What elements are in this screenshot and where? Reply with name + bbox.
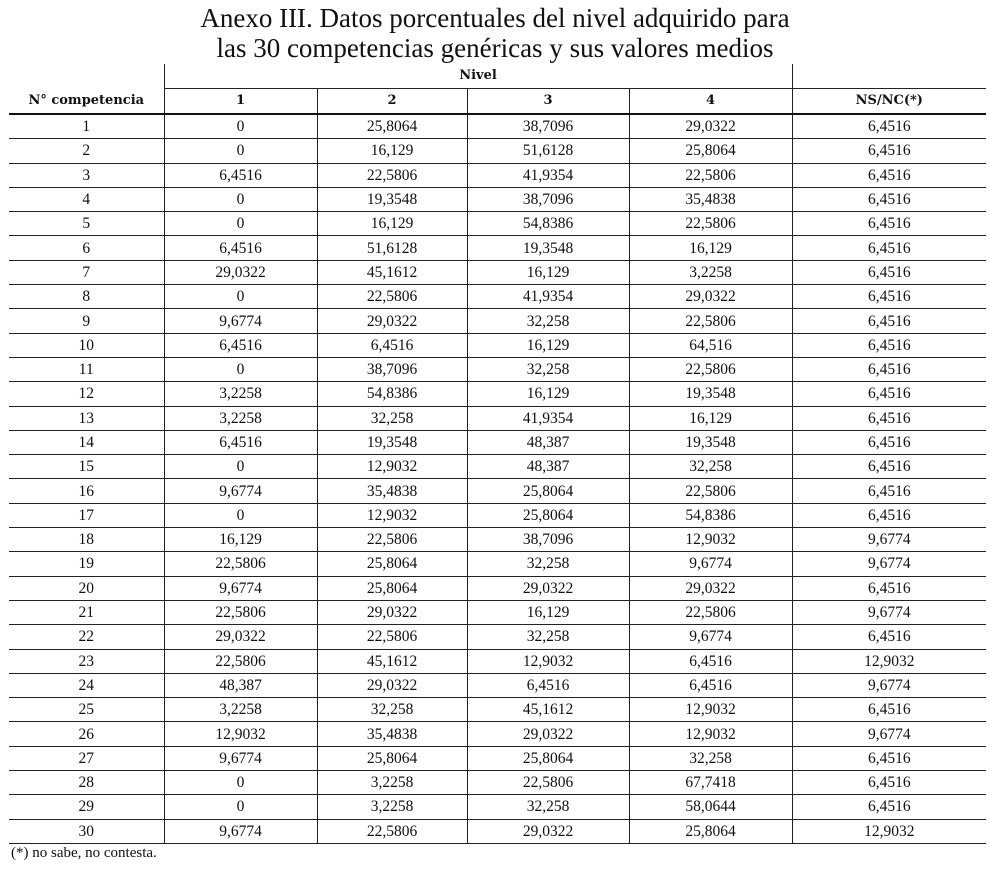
cell-nivel-3: 48,387 <box>467 455 629 479</box>
cell-nsnc: 6,4516 <box>792 212 986 236</box>
cell-nsnc: 9,6774 <box>792 673 986 697</box>
cell-competencia: 14 <box>9 430 164 454</box>
cell-nivel-4: 22,5806 <box>629 163 792 187</box>
cell-nivel-2: 29,0322 <box>317 309 467 333</box>
cell-competencia: 2 <box>9 139 164 163</box>
cell-nivel-3: 19,3548 <box>467 236 629 260</box>
cell-nivel-3: 32,258 <box>467 552 629 576</box>
cell-nivel-2: 16,129 <box>317 212 467 236</box>
cell-nsnc: 6,4516 <box>792 430 986 454</box>
cell-nsnc: 6,4516 <box>792 698 986 722</box>
cell-nivel-1: 3,2258 <box>164 698 317 722</box>
table-row <box>9 649 986 673</box>
cell-nivel-4: 25,8064 <box>629 819 792 843</box>
cell-nsnc: 6,4516 <box>792 455 986 479</box>
cell-nivel-2: 32,258 <box>317 698 467 722</box>
cell-nsnc: 6,4516 <box>792 139 986 163</box>
table-row <box>9 114 986 139</box>
cell-competencia: 27 <box>9 746 164 770</box>
cell-nsnc: 6,4516 <box>792 260 986 284</box>
cell-nsnc: 6,4516 <box>792 187 986 211</box>
cell-competencia: 19 <box>9 552 164 576</box>
table-row <box>9 406 986 430</box>
cell-nivel-3: 29,0322 <box>467 819 629 843</box>
cell-nsnc: 9,6774 <box>792 552 986 576</box>
cell-nivel-4: 22,5806 <box>629 309 792 333</box>
cell-nivel-2: 12,9032 <box>317 503 467 527</box>
cell-nivel-2: 45,1612 <box>317 260 467 284</box>
table-row <box>9 236 986 260</box>
cell-nivel-4: 22,5806 <box>629 600 792 624</box>
table-row <box>9 479 986 503</box>
table-row <box>9 163 986 187</box>
cell-nivel-1: 6,4516 <box>164 236 317 260</box>
cell-nivel-2: 3,2258 <box>317 771 467 795</box>
table-row <box>9 139 986 163</box>
cell-nivel-4: 64,516 <box>629 333 792 357</box>
cell-nivel-4: 67,7418 <box>629 771 792 795</box>
cell-competencia: 8 <box>9 285 164 309</box>
cell-nivel-2: 6,4516 <box>317 333 467 357</box>
cell-nivel-4: 9,6774 <box>629 625 792 649</box>
cell-nivel-1: 0 <box>164 114 317 139</box>
cell-nivel-3: 6,4516 <box>467 673 629 697</box>
column-header-nivel-1: 1 <box>164 89 317 115</box>
cell-nivel-2: 25,8064 <box>317 576 467 600</box>
cell-nivel-3: 25,8064 <box>467 503 629 527</box>
table-row <box>9 528 986 552</box>
cell-nivel-1: 0 <box>164 771 317 795</box>
cell-nivel-2: 54,8386 <box>317 382 467 406</box>
table-row <box>9 819 986 843</box>
cell-nivel-3: 38,7096 <box>467 114 629 139</box>
cell-competencia: 28 <box>9 771 164 795</box>
header-corner-cell <box>9 64 164 89</box>
cell-nivel-1: 0 <box>164 795 317 819</box>
cell-nivel-4: 16,129 <box>629 406 792 430</box>
cell-nivel-4: 35,4838 <box>629 187 792 211</box>
cell-nivel-1: 29,0322 <box>164 260 317 284</box>
table-row <box>9 600 986 624</box>
cell-nivel-4: 22,5806 <box>629 357 792 381</box>
cell-nivel-2: 29,0322 <box>317 600 467 624</box>
cell-nivel-1: 9,6774 <box>164 819 317 843</box>
cell-nivel-4: 29,0322 <box>629 114 792 139</box>
cell-competencia: 3 <box>9 163 164 187</box>
table-row <box>9 552 986 576</box>
cell-nivel-3: 12,9032 <box>467 649 629 673</box>
nivel-group-header: Nivel <box>164 64 792 89</box>
cell-nsnc: 9,6774 <box>792 528 986 552</box>
cell-nivel-1: 22,5806 <box>164 649 317 673</box>
cell-nsnc: 6,4516 <box>792 771 986 795</box>
table-row <box>9 698 986 722</box>
cell-nsnc: 6,4516 <box>792 382 986 406</box>
cell-nsnc: 6,4516 <box>792 309 986 333</box>
table-row <box>9 357 986 381</box>
cell-nsnc: 6,4516 <box>792 357 986 381</box>
cell-nivel-1: 0 <box>164 455 317 479</box>
cell-nsnc: 6,4516 <box>792 114 986 139</box>
cell-nivel-1: 6,4516 <box>164 430 317 454</box>
cell-nivel-1: 22,5806 <box>164 552 317 576</box>
cell-nivel-4: 16,129 <box>629 236 792 260</box>
table-row <box>9 625 986 649</box>
cell-nivel-1: 9,6774 <box>164 479 317 503</box>
cell-nivel-3: 32,258 <box>467 625 629 649</box>
cell-nivel-2: 25,8064 <box>317 552 467 576</box>
cell-nivel-3: 16,129 <box>467 260 629 284</box>
cell-competencia: 15 <box>9 455 164 479</box>
cell-competencia: 18 <box>9 528 164 552</box>
cell-nivel-1: 6,4516 <box>164 163 317 187</box>
cell-nsnc: 12,9032 <box>792 649 986 673</box>
cell-nivel-3: 25,8064 <box>467 479 629 503</box>
cell-nivel-2: 22,5806 <box>317 163 467 187</box>
cell-nivel-1: 0 <box>164 187 317 211</box>
column-header-nsnc: NS/NC(*) <box>792 89 986 115</box>
column-header-nivel-3: 3 <box>467 89 629 115</box>
table-row <box>9 746 986 770</box>
document-title <box>0 3 990 63</box>
cell-nivel-1: 48,387 <box>164 673 317 697</box>
cell-nivel-4: 22,5806 <box>629 479 792 503</box>
cell-nivel-2: 38,7096 <box>317 357 467 381</box>
cell-nivel-3: 22,5806 <box>467 771 629 795</box>
cell-nivel-4: 3,2258 <box>629 260 792 284</box>
cell-nivel-4: 29,0322 <box>629 576 792 600</box>
cell-competencia: 12 <box>9 382 164 406</box>
cell-nivel-3: 16,129 <box>467 333 629 357</box>
cell-nivel-2: 25,8064 <box>317 114 467 139</box>
cell-nivel-4: 12,9032 <box>629 528 792 552</box>
cell-nivel-1: 0 <box>164 285 317 309</box>
table-row <box>9 673 986 697</box>
cell-nivel-4: 22,5806 <box>629 212 792 236</box>
cell-nivel-4: 12,9032 <box>629 698 792 722</box>
cell-nivel-1: 0 <box>164 357 317 381</box>
cell-nsnc: 6,4516 <box>792 285 986 309</box>
cell-nivel-1: 3,2258 <box>164 382 317 406</box>
cell-nivel-3: 41,9354 <box>467 163 629 187</box>
cell-nivel-1: 0 <box>164 139 317 163</box>
cell-nivel-4: 9,6774 <box>629 552 792 576</box>
table-row <box>9 187 986 211</box>
cell-nivel-3: 25,8064 <box>467 746 629 770</box>
cell-nsnc: 6,4516 <box>792 163 986 187</box>
cell-nivel-3: 32,258 <box>467 795 629 819</box>
cell-nivel-2: 16,129 <box>317 139 467 163</box>
cell-nsnc: 6,4516 <box>792 479 986 503</box>
cell-nsnc: 12,9032 <box>792 819 986 843</box>
cell-nivel-3: 41,9354 <box>467 406 629 430</box>
cell-nivel-4: 29,0322 <box>629 285 792 309</box>
column-header-nivel-4: 4 <box>629 89 792 115</box>
cell-nivel-3: 51,6128 <box>467 139 629 163</box>
column-header-competencia: N° competencia <box>9 89 164 115</box>
cell-competencia: 25 <box>9 698 164 722</box>
table-row <box>9 503 986 527</box>
header-columns-row <box>9 89 986 115</box>
table-row <box>9 771 986 795</box>
cell-nivel-1: 0 <box>164 503 317 527</box>
cell-nivel-1: 6,4516 <box>164 333 317 357</box>
cell-competencia: 21 <box>9 600 164 624</box>
cell-nivel-2: 22,5806 <box>317 625 467 649</box>
cell-nivel-3: 41,9354 <box>467 285 629 309</box>
cell-nivel-2: 32,258 <box>317 406 467 430</box>
cell-nivel-2: 51,6128 <box>317 236 467 260</box>
cell-nsnc: 9,6774 <box>792 600 986 624</box>
table-row <box>9 430 986 454</box>
cell-nivel-4: 25,8064 <box>629 139 792 163</box>
cell-nivel-3: 29,0322 <box>467 576 629 600</box>
cell-nivel-3: 29,0322 <box>467 722 629 746</box>
cell-nsnc: 9,6774 <box>792 722 986 746</box>
cell-nivel-4: 6,4516 <box>629 673 792 697</box>
cell-nivel-4: 58,0644 <box>629 795 792 819</box>
cell-nivel-1: 3,2258 <box>164 406 317 430</box>
cell-competencia: 7 <box>9 260 164 284</box>
cell-competencia: 11 <box>9 357 164 381</box>
table-row <box>9 576 986 600</box>
cell-nivel-4: 6,4516 <box>629 649 792 673</box>
cell-nsnc: 6,4516 <box>792 746 986 770</box>
column-header-nivel-2: 2 <box>317 89 467 115</box>
cell-nivel-1: 12,9032 <box>164 722 317 746</box>
cell-nivel-4: 19,3548 <box>629 382 792 406</box>
cell-competencia: 17 <box>9 503 164 527</box>
cell-nsnc: 6,4516 <box>792 576 986 600</box>
table-row <box>9 795 986 819</box>
cell-nivel-3: 48,387 <box>467 430 629 454</box>
cell-competencia: 20 <box>9 576 164 600</box>
cell-nivel-4: 32,258 <box>629 746 792 770</box>
cell-nivel-1: 16,129 <box>164 528 317 552</box>
cell-nivel-4: 32,258 <box>629 455 792 479</box>
table-row <box>9 212 986 236</box>
table-row <box>9 455 986 479</box>
cell-nivel-2: 19,3548 <box>317 187 467 211</box>
title-line-1: Anexo III. Datos porcentuales del nivel adquirido para <box>200 3 790 33</box>
table-row <box>9 285 986 309</box>
cell-nivel-3: 32,258 <box>467 309 629 333</box>
cell-competencia: 6 <box>9 236 164 260</box>
cell-nivel-2: 45,1612 <box>317 649 467 673</box>
cell-nsnc: 6,4516 <box>792 333 986 357</box>
cell-competencia: 10 <box>9 333 164 357</box>
cell-nivel-1: 29,0322 <box>164 625 317 649</box>
competencias-table <box>9 64 986 844</box>
cell-nivel-3: 38,7096 <box>467 528 629 552</box>
cell-nivel-1: 22,5806 <box>164 600 317 624</box>
cell-competencia: 22 <box>9 625 164 649</box>
cell-nivel-3: 32,258 <box>467 357 629 381</box>
cell-nivel-1: 9,6774 <box>164 309 317 333</box>
cell-nsnc: 6,4516 <box>792 406 986 430</box>
cell-competencia: 24 <box>9 673 164 697</box>
cell-nivel-3: 45,1612 <box>467 698 629 722</box>
cell-nsnc: 6,4516 <box>792 795 986 819</box>
cell-competencia: 30 <box>9 819 164 843</box>
cell-competencia: 1 <box>9 114 164 139</box>
cell-nivel-3: 38,7096 <box>467 187 629 211</box>
cell-nivel-3: 54,8386 <box>467 212 629 236</box>
table-body <box>9 114 986 843</box>
cell-competencia: 5 <box>9 212 164 236</box>
cell-nivel-2: 12,9032 <box>317 455 467 479</box>
cell-nivel-2: 3,2258 <box>317 795 467 819</box>
cell-nivel-2: 25,8064 <box>317 746 467 770</box>
cell-nsnc: 6,4516 <box>792 236 986 260</box>
cell-nivel-4: 19,3548 <box>629 430 792 454</box>
cell-competencia: 26 <box>9 722 164 746</box>
table-row <box>9 260 986 284</box>
cell-nivel-2: 19,3548 <box>317 430 467 454</box>
cell-nsnc: 6,4516 <box>792 625 986 649</box>
cell-nivel-3: 16,129 <box>467 600 629 624</box>
cell-competencia: 16 <box>9 479 164 503</box>
cell-competencia: 29 <box>9 795 164 819</box>
cell-nivel-4: 54,8386 <box>629 503 792 527</box>
cell-nivel-2: 22,5806 <box>317 528 467 552</box>
header-blank-cell <box>792 64 986 89</box>
cell-nivel-1: 9,6774 <box>164 576 317 600</box>
table-row <box>9 382 986 406</box>
cell-nivel-4: 12,9032 <box>629 722 792 746</box>
table-row <box>9 333 986 357</box>
cell-competencia: 9 <box>9 309 164 333</box>
header-group-row <box>9 64 986 89</box>
cell-competencia: 13 <box>9 406 164 430</box>
cell-competencia: 23 <box>9 649 164 673</box>
table-row <box>9 722 986 746</box>
cell-nivel-2: 35,4838 <box>317 479 467 503</box>
cell-nivel-1: 9,6774 <box>164 746 317 770</box>
table-header <box>9 64 986 114</box>
cell-nivel-1: 0 <box>164 212 317 236</box>
footnote: (*) no sabe, no contesta. <box>11 845 157 861</box>
cell-nivel-2: 29,0322 <box>317 673 467 697</box>
cell-nsnc: 6,4516 <box>792 503 986 527</box>
cell-competencia: 4 <box>9 187 164 211</box>
cell-nivel-2: 22,5806 <box>317 285 467 309</box>
cell-nivel-2: 22,5806 <box>317 819 467 843</box>
cell-nivel-3: 16,129 <box>467 382 629 406</box>
title-line-2: las 30 competencias genéricas y sus valores medios <box>216 33 774 63</box>
cell-nivel-2: 35,4838 <box>317 722 467 746</box>
table-row <box>9 309 986 333</box>
